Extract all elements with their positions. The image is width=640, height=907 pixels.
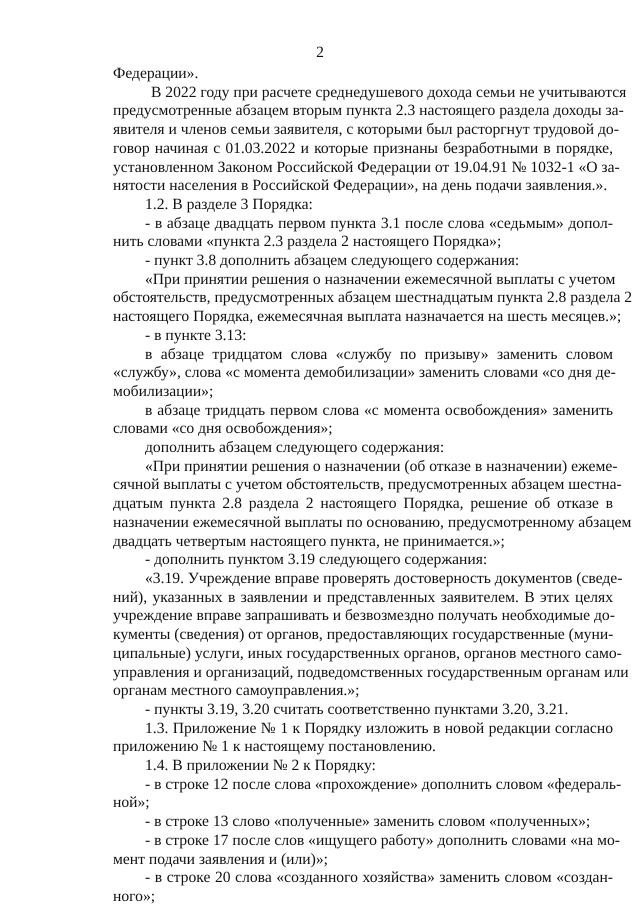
text-line: обстоятельств, предусмотренных абзацем шестнадцатым пункта 2.8 раздела 2 (113, 289, 633, 307)
text-line: 1.2. В разделе 3 Порядка: (145, 195, 313, 213)
text-line: ного»; (113, 887, 156, 905)
document-body (113, 63, 633, 907)
text-line: нятости населения в Российской Федерации», на день подачи заявления.». (113, 177, 608, 195)
text-line: управления и организаций, подведомственных государственным органам или (113, 663, 629, 681)
text-line: «При принятии решения о назначении ежемесячной выплаты с учетом (145, 270, 616, 288)
text-line: - в пункте 3.13: (145, 326, 247, 344)
text-line: нить словами «пункта 2.3 раздела 2 настоящего Порядка»; (113, 233, 502, 251)
text-line: мент подачи заявления и (или)»; (113, 850, 328, 868)
text-line: сячной выплаты с учетом обстоятельств, предусмотренных абзацем шестна- (113, 476, 622, 494)
text-line: - в абзаце двадцать первом пункта 3.1 после слова «седьмым» допол- (145, 214, 613, 232)
text-line: В 2022 году при расчете среднедушевого дохода семьи не учитываются (151, 83, 627, 101)
text-line: в абзаце тридцатом слова «службу по призыву» заменить словом (145, 345, 613, 363)
text-line: - в строке 17 после слов «ищущего работу» дополнить словами «на мо- (145, 831, 620, 849)
text-line: дцатым пункта 2.8 раздела 2 настоящего Порядка, решение об отказе в (113, 495, 613, 513)
text-line: «При принятии решения о назначении (об отказе в назначении) ежеме- (145, 457, 618, 475)
text-line: органам местного самоуправления.»; (113, 682, 360, 700)
text-line: ципальные) услуги, иных государственных органов, органов местного само- (113, 644, 622, 662)
text-line: явителя и членов семьи заявителя, с которыми был расторгнут трудовой до- (113, 121, 619, 139)
text-line: мобилизации»; (113, 382, 214, 400)
text-line: 1.4. В приложении № 2 к Порядку: (145, 757, 376, 775)
text-line: ной»; (113, 794, 150, 812)
text-line: установленном Законом Российской Федерации от 19.04.91 № 1032-1 «О за- (113, 158, 620, 176)
text-line: - в строке 20 слова «созданного хозяйства» заменить словом «создан- (145, 869, 613, 887)
text-line: - дополнить пунктом 3.19 следующего содержания: (145, 551, 488, 569)
text-line: настоящего Порядка, ежемесячная выплата назначается на шесть месяцев.»; (113, 308, 622, 326)
text-line: говор начиная с 01.03.2022 и которые признаны безработными в порядке, (113, 139, 613, 157)
text-line: в абзаце тридцать первом слова «с момента освобождения» заменить (145, 401, 613, 419)
text-line: предусмотренные абзацем вторым пункта 2.3 настоящего раздела доходы за- (113, 102, 624, 120)
text-line: - в строке 13 слово «полученные» заменить словом «полученных»; (145, 813, 591, 831)
text-line: - пункты 3.19, 3.20 считать соответственно пунктами 3.20, 3.21. (145, 700, 569, 718)
text-line: - пункт 3.8 дополнить абзацем следующего содержания: (145, 252, 520, 270)
text-line: «службу», слова «с момента демобилизации» заменить словами «со дня де- (113, 364, 616, 382)
text-line: Федерации». (113, 65, 199, 82)
page-number: 2 (316, 44, 324, 61)
text-line: кументы (сведения) от органов, предоставляющих государственные (муни- (113, 626, 614, 644)
text-line: «3.19. Учреждение вправе проверять достоверность документов (сведе- (145, 569, 623, 587)
text-line: - в строке 12 после слова «прохождение» дополнить словом «федераль- (145, 775, 622, 793)
text-line: ний), указанных в заявлении и представленных заявителем. В этих целях (113, 588, 613, 606)
text-line: учреждение вправе запрашивать и безвозмездно получать необходимые до- (113, 607, 615, 625)
text-line: двадцать четвертым настоящего пункта, не принимается.»; (113, 532, 505, 550)
text-line: приложению № 1 к настоящему постановлению. (113, 738, 436, 756)
text-line: словами «со дня освобождения»; (113, 420, 333, 438)
text-line: дополнить абзацем следующего содержания: (145, 439, 445, 457)
text-line: назначении ежемесячной выплаты по основанию, предусмотренному абзацем (113, 513, 632, 531)
text-line: 1.3. Приложение № 1 к Порядку изложить в новой редакции согласно (145, 719, 613, 737)
